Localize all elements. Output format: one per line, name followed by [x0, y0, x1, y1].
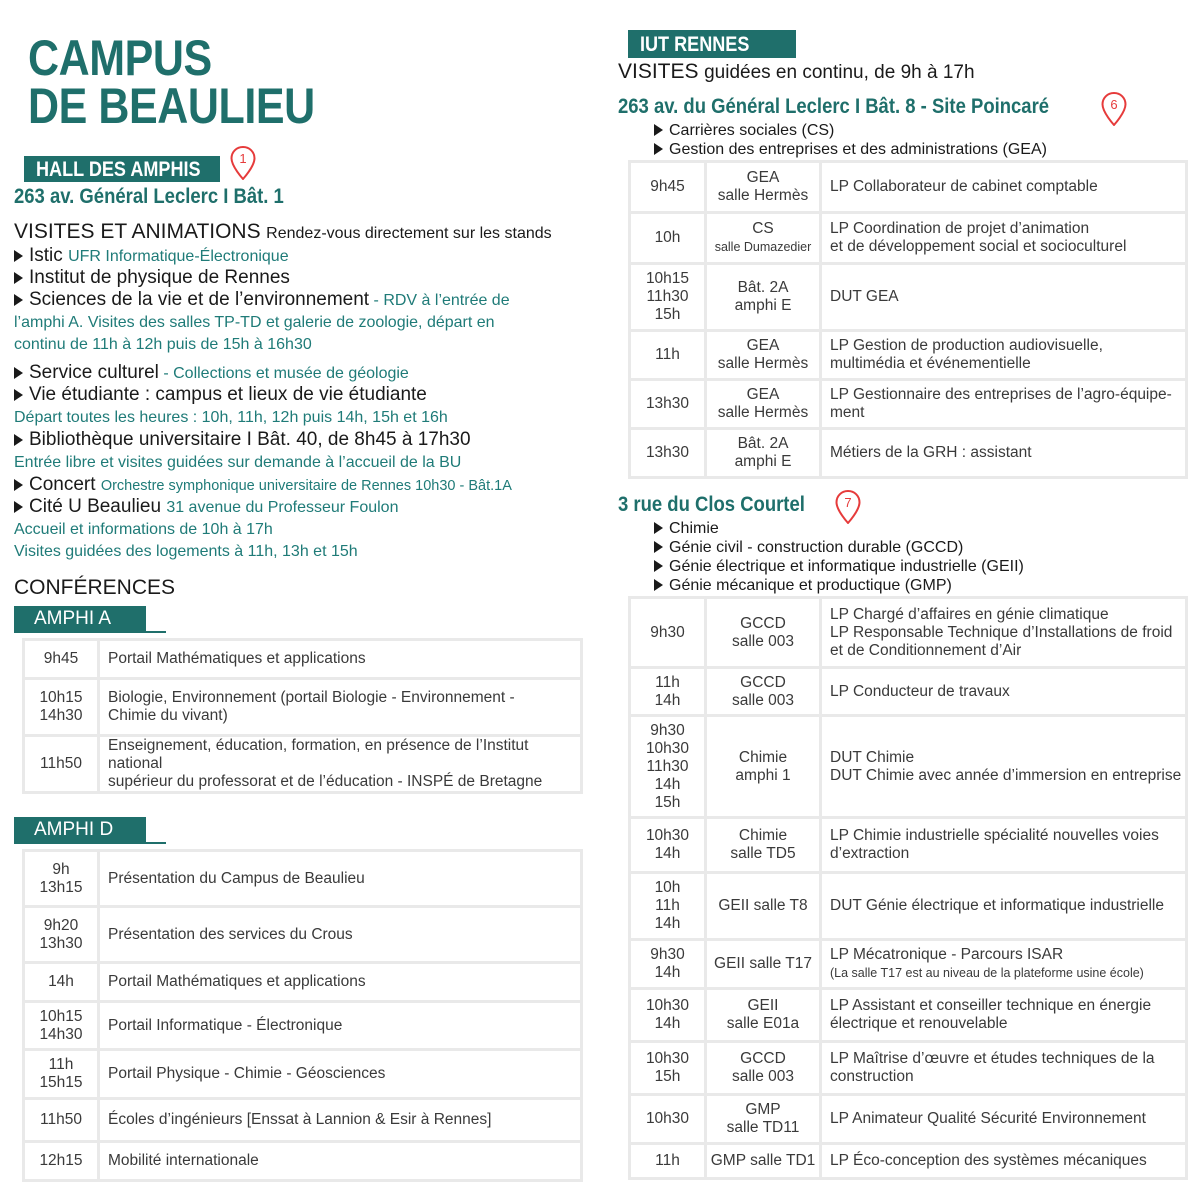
room-line: GEII salle T8	[718, 897, 808, 914]
time-line: 14h	[654, 845, 681, 862]
bu-detail: Entrée libre et visites guidées sur demande à l’accueil de la BU	[14, 454, 462, 471]
desc-cell	[100, 908, 580, 961]
table-row	[631, 214, 1185, 262]
room-cell	[707, 1096, 819, 1142]
desc-cell	[822, 669, 1185, 714]
time-cell	[25, 1003, 97, 1048]
list-item-citeu: Cité U Beaulieu 31 avenue du Professeur Foulon	[14, 496, 398, 519]
desc-cell	[822, 430, 1185, 476]
desc-cell	[822, 332, 1185, 378]
time-cell	[631, 332, 704, 378]
iut-visits-heading: VISITES guidées en continu, de 9h à 17h	[618, 60, 975, 83]
table-row	[631, 1145, 1185, 1177]
room-line: amphi E	[734, 297, 792, 314]
room-line: CS	[752, 220, 774, 237]
svg-text:1: 1	[239, 151, 247, 166]
desc-line: LP Coordination de projet d’animation	[830, 220, 1090, 237]
time-cell	[25, 908, 97, 961]
desc-cell	[822, 1096, 1185, 1142]
table-row	[631, 669, 1185, 714]
time-cell	[631, 941, 704, 987]
desc-line: LP Chargé d’affaires en génie climatique	[830, 605, 1109, 623]
list-item-vie: Vie étudiante : campus et lieux de vie étudiante	[14, 384, 427, 406]
time-line: 10h30	[645, 739, 690, 757]
time-line: 15h	[654, 793, 681, 811]
triangle-bullet-icon	[654, 522, 663, 534]
desc-cell	[822, 163, 1185, 211]
desc-cell	[822, 874, 1185, 938]
list-item-concert: Concert Orchestre symphonique universitaire de Rennes 10h30 - Bât.1A	[14, 474, 512, 497]
time-cell	[25, 852, 97, 905]
time-line: 10h15	[645, 270, 690, 287]
time-cell	[631, 265, 704, 329]
time-line: 9h45	[43, 650, 79, 667]
room-line: GCCD	[740, 673, 786, 691]
triangle-bullet-icon	[654, 579, 663, 591]
time-line: 10h	[654, 879, 681, 896]
table-row	[631, 1043, 1185, 1093]
room-cell	[707, 874, 819, 938]
location-pin-icon	[835, 490, 861, 524]
desc-cell	[100, 1100, 580, 1140]
time-line: 13h30	[645, 444, 690, 461]
desc-line: ment	[830, 404, 865, 421]
room-line: salle 003	[731, 1068, 795, 1085]
time-cell	[631, 819, 704, 871]
time-cell	[631, 163, 704, 211]
room-line: salle E01a	[726, 1015, 800, 1032]
desc-cell	[822, 599, 1185, 666]
triangle-bullet-icon	[14, 272, 23, 284]
time-line: 14h	[654, 1015, 681, 1032]
time-line: 14h	[654, 964, 681, 981]
time-cell	[631, 717, 704, 816]
room-line: Chimie	[738, 827, 788, 844]
time-cell	[631, 990, 704, 1040]
room-line: amphi E	[734, 453, 792, 470]
time-line: 13h30	[645, 395, 690, 412]
desc-line: Portail Informatique - Électronique	[108, 1016, 343, 1034]
table-row	[25, 641, 580, 677]
amphi-d-band: AMPHI D	[14, 817, 146, 842]
time-line: 14h30	[39, 1025, 83, 1043]
time-line: 9h	[52, 860, 70, 878]
time-line: 13h15	[39, 878, 83, 896]
room-cell	[707, 381, 819, 427]
desc-line: LP Mécatronique - Parcours ISAR	[830, 946, 1064, 963]
time-line: 9h45	[650, 178, 685, 195]
desc-line: Portail Mathématiques et applications	[108, 973, 366, 990]
triangle-bullet-icon	[14, 294, 23, 306]
desc-cell	[100, 641, 580, 677]
room-line: GEA	[746, 386, 780, 403]
room-line: Bât. 2A	[737, 279, 789, 296]
time-line: 10h	[654, 229, 681, 246]
room-note: (La salle T17 est au niveau de la plateforme usine école)	[830, 966, 1144, 980]
desc-cell	[100, 1051, 580, 1097]
desc-line: LP Collaborateur de cabinet comptable	[830, 178, 1098, 195]
time-line: 10h15	[39, 689, 83, 706]
time-line: 11h30	[646, 288, 689, 305]
time-line: 11h50	[40, 755, 82, 772]
room-cell	[707, 163, 819, 211]
desc-line: DUT Chimie avec année d’immersion en entreprise	[830, 766, 1182, 784]
conferences-heading: CONFÉRENCES	[14, 576, 176, 599]
room-line: GEII salle T17	[714, 955, 812, 972]
time-cell	[631, 214, 704, 262]
table-row	[631, 717, 1185, 816]
time-cell	[25, 641, 97, 677]
desc-cell	[822, 990, 1185, 1040]
desc-cell	[822, 1145, 1185, 1177]
time-cell	[25, 680, 97, 734]
triangle-bullet-icon	[14, 479, 23, 491]
desc-line: LP Responsable Technique d’Installations de froid	[830, 623, 1173, 641]
time-line: 14h	[654, 775, 681, 793]
clos-courtel-address: 3 rue du Clos Courtel	[618, 493, 805, 516]
time-cell	[631, 1096, 704, 1142]
desc-line: construction	[830, 1068, 914, 1085]
dept-chimie: Chimie	[654, 518, 719, 540]
room-line: salle 003	[731, 632, 795, 650]
room-line: GCCD	[740, 1050, 786, 1067]
room-cell	[707, 819, 819, 871]
triangle-bullet-icon	[14, 389, 23, 401]
table-row	[25, 1100, 580, 1140]
room-line: GEA	[746, 169, 780, 186]
amphi-a-band: AMPHI A	[14, 606, 146, 631]
time-line: 12h15	[39, 1152, 83, 1169]
room-cell	[707, 941, 819, 987]
desc-cell	[100, 680, 580, 734]
citeu-detail-2: Accueil et informations de 10h à 17h	[14, 521, 273, 538]
time-line: 14h	[654, 691, 681, 709]
time-line: 11h	[655, 673, 680, 691]
time-line: 10h30	[645, 997, 690, 1014]
poincare-address: 263 av. du Général Leclerc I Bât. 8 - Site Poincaré	[618, 95, 1050, 118]
desc-line: Portail Mathématiques et applications	[108, 650, 366, 667]
page-title	[28, 30, 315, 134]
table-row	[631, 819, 1185, 871]
table-row	[631, 1096, 1185, 1142]
hall-address: 263 av. Général Leclerc I Bât. 1	[14, 185, 284, 208]
desc-line: DUT Chimie	[830, 748, 915, 766]
time-line: 15h15	[39, 1074, 83, 1091]
time-cell	[25, 1143, 97, 1179]
time-cell	[631, 669, 704, 714]
room-cell	[707, 265, 819, 329]
table-row	[25, 964, 580, 1000]
iut-poincare-table	[628, 160, 1188, 479]
room-line: salle Dumazedier	[714, 240, 812, 254]
room-cell	[707, 214, 819, 262]
visits-heading: VISITES ET ANIMATIONS Rendez-vous directement sur les stands	[14, 220, 552, 243]
svg-text:6: 6	[1110, 97, 1118, 112]
time-line: 10h30	[645, 1110, 690, 1127]
desc-cell	[100, 964, 580, 1000]
desc-line: LP Animateur Qualité Sécurité Environnement	[830, 1110, 1146, 1127]
desc-cell	[822, 381, 1185, 427]
list-item-sve: Sciences de la vie et de l’environnement - RDV à l’entrée de	[14, 289, 510, 312]
title-line-1: CAMPUS	[28, 30, 212, 86]
room-cell	[707, 990, 819, 1040]
desc-line: DUT Génie électrique et informatique industrielle	[830, 897, 1164, 914]
list-item-culturel: Service culturel - Collections et musée de géologie	[14, 362, 409, 385]
table-row	[631, 874, 1185, 938]
location-pin-icon	[1101, 92, 1127, 126]
list-item-bu: Bibliothèque universitaire I Bât. 40, de 8h45 à 17h30	[14, 429, 471, 451]
room-line: salle TD5	[730, 845, 796, 862]
time-line: 10h30	[645, 827, 690, 844]
table-row	[631, 332, 1185, 378]
dept-gccd: Génie civil - construction durable (GCCD)	[654, 537, 963, 559]
desc-line: LP Gestionnaire des entreprises de l’agro-équipe-	[830, 386, 1172, 403]
time-cell	[25, 964, 97, 1000]
time-line: 9h30	[650, 721, 685, 739]
time-cell	[631, 874, 704, 938]
desc-cell	[822, 214, 1185, 262]
room-line: GEII	[747, 997, 779, 1014]
table-row	[631, 941, 1185, 987]
room-line: amphi 1	[735, 766, 791, 784]
desc-line: Présentation des services du Crous	[108, 925, 353, 943]
desc-line: d’extraction	[830, 845, 910, 862]
desc-line: Biologie, Environnement (portail Biologie - Environnement -	[108, 689, 515, 706]
room-line: salle TD11	[726, 1119, 800, 1136]
time-line: 11h	[655, 897, 680, 914]
table-row	[631, 599, 1185, 666]
desc-line: électrique et renouvelable	[830, 1015, 1008, 1032]
room-cell	[707, 669, 819, 714]
desc-line: Métiers de la GRH : assistant	[830, 444, 1032, 461]
time-line: 13h30	[39, 934, 83, 952]
room-line: salle Hermès	[717, 187, 809, 204]
list-item-physique: Institut de physique de Rennes	[14, 267, 290, 289]
desc-line: Chimie du vivant)	[108, 707, 228, 724]
time-line: 14h	[48, 973, 74, 990]
triangle-bullet-icon	[14, 501, 23, 513]
table-row	[25, 1051, 580, 1097]
desc-line: et de Conditionnement d’Air	[830, 641, 1022, 659]
table-row	[631, 381, 1185, 427]
time-line: 14h30	[39, 707, 83, 724]
desc-line: Mobilité internationale	[108, 1152, 259, 1169]
desc-cell	[822, 1043, 1185, 1093]
desc-cell	[822, 819, 1185, 871]
amphi-a-table	[22, 638, 583, 794]
time-cell	[631, 1043, 704, 1093]
time-line: 9h20	[43, 916, 79, 934]
triangle-bullet-icon	[14, 367, 23, 379]
time-cell	[25, 1100, 97, 1140]
desc-line: Écoles d’ingénieurs [Enssat à Lannion & Esir à Rennes]	[108, 1111, 492, 1128]
triangle-bullet-icon	[654, 124, 663, 136]
time-line: 11h	[48, 1056, 74, 1073]
hall-des-amphis-band: HALL DES AMPHIS	[24, 156, 220, 182]
desc-line: LP Éco-conception des systèmes mécaniques	[830, 1152, 1147, 1169]
triangle-bullet-icon	[654, 560, 663, 572]
desc-line: supérieur du professorat et de l’éducation - INSPÉ de Bretagne	[108, 773, 543, 790]
room-cell	[707, 430, 819, 476]
room-line: salle Hermès	[717, 355, 809, 372]
sve-detail-3: continu de 11h à 12h puis de 15h à 16h30	[14, 336, 312, 353]
room-line: salle 003	[731, 691, 795, 709]
desc-cell	[822, 941, 1185, 987]
table-row	[25, 1003, 580, 1048]
desc-line: LP Conducteur de travaux	[830, 682, 1010, 700]
dept-cs: Carrières sociales (CS)	[654, 120, 834, 142]
room-line: salle Hermès	[717, 404, 809, 421]
time-cell	[631, 599, 704, 666]
iut-clos-courtel-table	[628, 596, 1188, 1180]
triangle-bullet-icon	[14, 434, 23, 446]
location-pin-icon	[230, 146, 256, 180]
room-line: Bât. 2A	[737, 435, 789, 452]
dept-gmp: Génie mécanique et productique (GMP)	[654, 575, 952, 597]
title-line-2: DE BEAULIEU	[28, 78, 315, 134]
time-cell	[25, 737, 97, 791]
table-row	[25, 737, 580, 791]
time-cell	[631, 1145, 704, 1177]
desc-line: LP Assistant et conseiller technique en énergie	[830, 997, 1152, 1014]
table-row	[631, 990, 1185, 1040]
table-row	[631, 265, 1185, 329]
desc-cell	[100, 852, 580, 905]
room-cell	[707, 1043, 819, 1093]
room-cell	[707, 332, 819, 378]
desc-cell	[822, 265, 1185, 329]
desc-cell	[822, 717, 1185, 816]
time-cell	[631, 381, 704, 427]
svg-text:7: 7	[844, 495, 852, 510]
time-line: 11h	[655, 1152, 680, 1169]
time-line: 14h	[654, 915, 681, 932]
amphi-d-table	[22, 849, 583, 1182]
desc-cell	[100, 1003, 580, 1048]
time-line: 10h15	[39, 1007, 83, 1025]
desc-cell	[100, 737, 580, 791]
triangle-bullet-icon	[14, 250, 23, 262]
dept-geii: Génie électrique et informatique industrielle (GEII)	[654, 556, 1024, 578]
desc-line: LP Maîtrise d’œuvre et études techniques de la	[830, 1050, 1155, 1067]
table-row	[631, 163, 1185, 211]
room-line: GCCD	[740, 614, 786, 632]
desc-line: Portail Physique - Chimie - Géosciences	[108, 1065, 386, 1082]
table-row	[25, 852, 580, 905]
room-line: Chimie	[738, 748, 788, 766]
time-line: 11h50	[40, 1111, 82, 1128]
table-row	[631, 430, 1185, 476]
desc-line: et de développement social et socioculturel	[830, 238, 1127, 255]
desc-line: multimédia et événementielle	[830, 355, 1031, 372]
dept-gea: Gestion des entreprises et des administrations (GEA)	[654, 139, 1047, 161]
time-line: 9h30	[650, 623, 685, 641]
time-line: 15h	[654, 1068, 681, 1085]
list-item-istic: Istic UFR Informatique-Électronique	[14, 245, 289, 268]
room-line: GMP salle TD1	[710, 1152, 816, 1169]
time-line: 11h30	[646, 757, 689, 775]
room-line: GMP	[745, 1101, 781, 1118]
desc-line: Présentation du Campus de Beaulieu	[108, 869, 365, 887]
sve-detail-2: l’amphi A. Visites des salles TP-TD et galerie de zoologie, départ en	[14, 314, 495, 331]
room-cell	[707, 599, 819, 666]
iut-rennes-band: IUT RENNES	[628, 30, 796, 58]
table-row	[25, 680, 580, 734]
desc-line: LP Chimie industrielle spécialité nouvelles voies	[830, 827, 1159, 844]
vie-detail: Départ toutes les heures : 10h, 11h, 12h puis 14h, 15h et 16h	[14, 409, 448, 426]
time-line: 11h	[655, 346, 680, 363]
desc-line: Enseignement, éducation, formation, en présence de l’Institut national	[108, 737, 529, 772]
room-cell	[707, 1145, 819, 1177]
time-line: 10h30	[645, 1050, 690, 1067]
time-cell	[631, 430, 704, 476]
time-line: 15h	[654, 306, 681, 323]
room-cell	[707, 717, 819, 816]
triangle-bullet-icon	[654, 143, 663, 155]
table-row	[25, 908, 580, 961]
desc-line: LP Gestion de production audiovisuelle,	[830, 337, 1103, 354]
desc-cell	[100, 1143, 580, 1179]
desc-line: DUT GEA	[830, 288, 899, 305]
room-line: GEA	[746, 337, 780, 354]
triangle-bullet-icon	[654, 541, 663, 553]
citeu-detail-3: Visites guidées des logements à 11h, 13h et 15h	[14, 543, 358, 560]
table-row	[25, 1143, 580, 1179]
time-cell	[25, 1051, 97, 1097]
time-line: 9h30	[650, 946, 685, 963]
